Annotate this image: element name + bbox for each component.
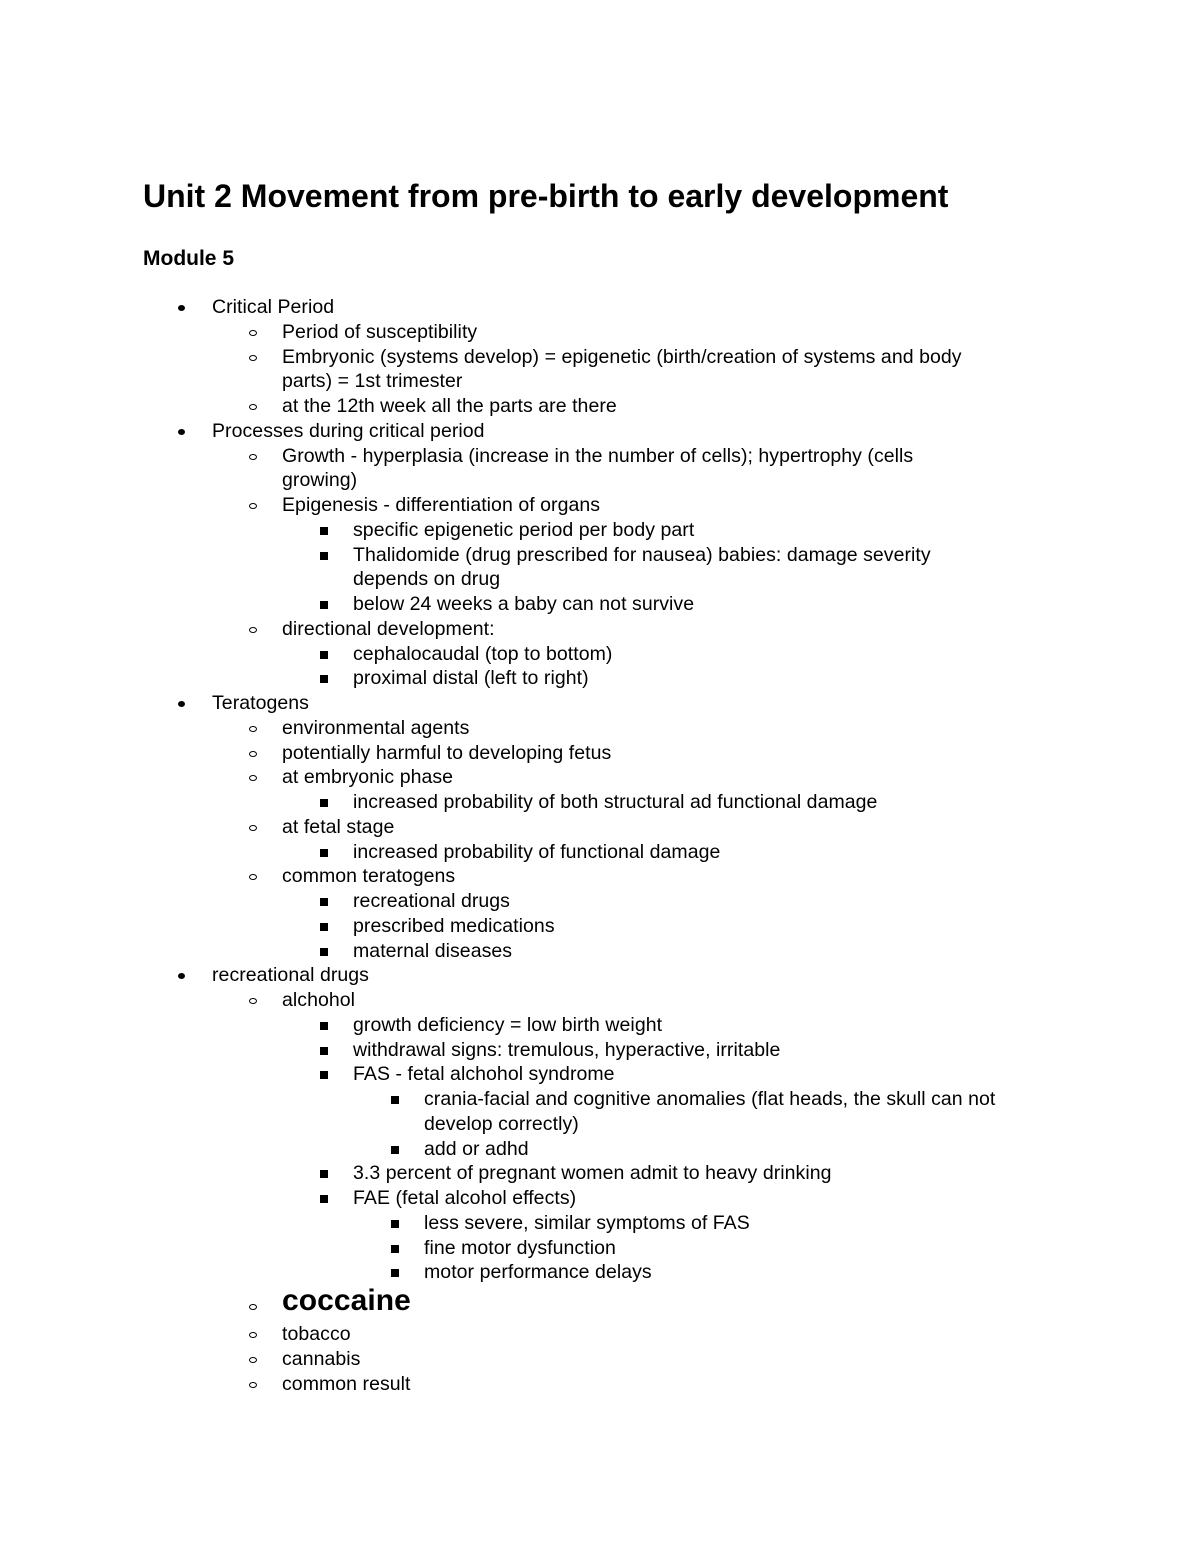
outline-item-text: less severe, similar symptoms of FAS <box>424 1211 750 1234</box>
outline-item-text: withdrawal signs: tremulous, hyperactive, irritable <box>353 1038 781 1061</box>
outline-item <box>282 864 1100 889</box>
outline-item-text: prescribed medications <box>353 914 555 937</box>
square-bullet-icon <box>391 1096 399 1104</box>
circle-bullet-icon <box>249 627 257 633</box>
outline-item <box>353 1062 1100 1087</box>
outline-item-text: cannabis <box>282 1347 361 1370</box>
outline-item <box>353 939 1100 964</box>
outline-item-continuation: growing) <box>282 469 358 492</box>
outline-item <box>282 394 1100 419</box>
outline-item-text: FAS - fetal alchohol syndrome <box>353 1063 615 1086</box>
disc-bullet-icon <box>178 305 185 311</box>
outline-item <box>353 1013 1100 1038</box>
square-bullet-icon <box>320 1170 328 1178</box>
disc-bullet-icon <box>178 429 185 435</box>
outline-item <box>282 345 1100 394</box>
outline-item-text: potentially harmful to developing fetus <box>282 741 612 764</box>
outline-item-text: tobacco <box>282 1323 351 1345</box>
square-bullet-icon <box>391 1220 399 1228</box>
outline-item <box>282 741 1100 766</box>
square-bullet-icon <box>320 898 328 906</box>
document-title: Unit 2 Movement from pre-birth to early development <box>143 178 949 214</box>
outline-item-continuation: depends on drug <box>353 568 501 591</box>
circle-bullet-icon <box>249 404 257 410</box>
outline-item <box>212 963 1100 988</box>
square-bullet-icon <box>320 601 328 609</box>
square-bullet-icon <box>320 675 328 683</box>
outline-item <box>353 889 1100 914</box>
square-bullet-icon <box>391 1146 399 1154</box>
outline-item <box>212 295 1100 320</box>
outline-item-text: growth deficiency = low birth weight <box>353 1013 663 1036</box>
outline-item-text: coccaine <box>282 1284 411 1317</box>
outline-item <box>282 1372 1100 1397</box>
outline-item-text: fine motor dysfunction <box>424 1236 616 1259</box>
outline-item <box>353 543 1100 592</box>
outline-item <box>424 1260 1100 1285</box>
circle-bullet-icon <box>249 330 257 336</box>
outline-item-text: crania-facial and cognitive anomalies (flat heads, the skull can not <box>424 1088 996 1110</box>
outline-item <box>282 493 1100 518</box>
outline-item-text: directional development: <box>282 617 495 640</box>
circle-bullet-icon <box>249 1304 257 1310</box>
circle-bullet-icon <box>249 1357 257 1363</box>
outline-item <box>353 914 1100 939</box>
square-bullet-icon <box>320 651 328 659</box>
circle-bullet-icon <box>249 825 257 831</box>
disc-bullet-icon <box>178 701 185 707</box>
outline-item <box>353 1038 1100 1063</box>
outline-item <box>353 840 1100 865</box>
square-bullet-icon <box>320 849 328 857</box>
outline-item-text: Embryonic (systems develop) = epigenetic (birth/creation of systems and body <box>282 345 962 368</box>
outline-item <box>353 790 1100 815</box>
outline-item <box>424 1137 1100 1162</box>
outline-item <box>282 1322 1100 1347</box>
circle-bullet-icon <box>249 454 257 460</box>
outline-item-text: specific epigenetic period per body part <box>353 518 695 541</box>
outline-item-text: increased probability of functional damage <box>353 840 721 863</box>
square-bullet-icon <box>320 1022 328 1030</box>
outline-item <box>282 444 1100 493</box>
outline-item <box>353 642 1100 667</box>
outline-item <box>353 518 1100 543</box>
outline-item <box>353 666 1100 691</box>
square-bullet-icon <box>320 552 328 560</box>
outline-item-text: recreational drugs <box>212 964 369 987</box>
outline-item <box>212 691 1100 716</box>
outline-item-text: Teratogens <box>212 692 309 714</box>
outline-item <box>282 320 1100 345</box>
outline-item-text: Epigenesis - differentiation of organs <box>282 494 601 516</box>
module-heading: Module 5 <box>143 247 235 270</box>
outline-item-text: add or adhd <box>424 1137 529 1160</box>
outline-item <box>353 1161 1100 1186</box>
square-bullet-icon <box>320 527 328 535</box>
outline-item <box>282 1347 1100 1372</box>
outline-item-text: at fetal stage <box>282 815 395 838</box>
outline-item <box>424 1236 1100 1261</box>
square-bullet-icon <box>391 1269 399 1277</box>
outline-item-continuation: develop correctly) <box>424 1112 579 1135</box>
square-bullet-icon <box>320 799 328 807</box>
outline-item-text: common teratogens <box>282 865 456 888</box>
outline-item <box>282 815 1100 840</box>
square-bullet-icon <box>391 1245 399 1253</box>
circle-bullet-icon <box>249 355 257 361</box>
square-bullet-icon <box>320 1195 328 1203</box>
square-bullet-icon <box>320 1071 328 1079</box>
outline-item <box>353 1186 1100 1211</box>
outline-item-text: common result <box>282 1372 411 1395</box>
outline-item <box>282 765 1100 790</box>
outline-item-text: motor performance delays <box>424 1261 652 1284</box>
outline-item <box>282 1284 1100 1318</box>
circle-bullet-icon <box>249 751 257 757</box>
outline-item <box>282 988 1100 1013</box>
circle-bullet-icon <box>249 1332 257 1338</box>
outline-item <box>424 1087 1100 1136</box>
outline-item-text: Thalidomide (drug prescribed for nausea) babies: damage severity <box>353 543 931 566</box>
outline-item-text: below 24 weeks a baby can not survive <box>353 593 695 615</box>
circle-bullet-icon <box>249 874 257 880</box>
circle-bullet-icon <box>249 998 257 1004</box>
outline-item-text: maternal diseases <box>353 939 513 962</box>
outline-item-text: FAE (fetal alcohol effects) <box>353 1187 577 1209</box>
circle-bullet-icon <box>249 726 257 732</box>
circle-bullet-icon <box>249 775 257 781</box>
outline-item-text: 3.3 percent of pregnant women admit to heavy drinking <box>353 1162 832 1185</box>
outline-item-text: Critical Period <box>212 296 335 318</box>
square-bullet-icon <box>320 923 328 931</box>
outline-item-text: Growth - hyperplasia (increase in the number of cells); hypertrophy (cells <box>282 444 914 467</box>
outline-item <box>212 419 1100 444</box>
outline-item <box>353 592 1100 617</box>
outline-item-text: increased probability of both structural ad functional damage <box>353 791 878 813</box>
square-bullet-icon <box>320 1047 328 1055</box>
outline-item-text: proximal distal (left to right) <box>353 667 589 690</box>
outline-item <box>424 1211 1100 1236</box>
outline-item-text: at embryonic phase <box>282 766 454 789</box>
circle-bullet-icon <box>249 503 257 509</box>
outline-item-text: environmental agents <box>282 716 470 739</box>
outline-item-text: recreational drugs <box>353 890 510 912</box>
outline-item-text: alchohol <box>282 989 356 1011</box>
outline-item-text: Processes during critical period <box>212 419 485 442</box>
outline-item-continuation: parts) = 1st trimester <box>282 370 463 393</box>
outline-item <box>282 716 1100 741</box>
circle-bullet-icon <box>249 1382 257 1388</box>
outline-item-text: Period of susceptibility <box>282 320 478 343</box>
outline-item-text: cephalocaudal (top to bottom) <box>353 642 613 665</box>
square-bullet-icon <box>320 948 328 956</box>
outline-item <box>282 617 1100 642</box>
disc-bullet-icon <box>178 973 185 979</box>
outline-item-text: at the 12th week all the parts are there <box>282 395 617 417</box>
